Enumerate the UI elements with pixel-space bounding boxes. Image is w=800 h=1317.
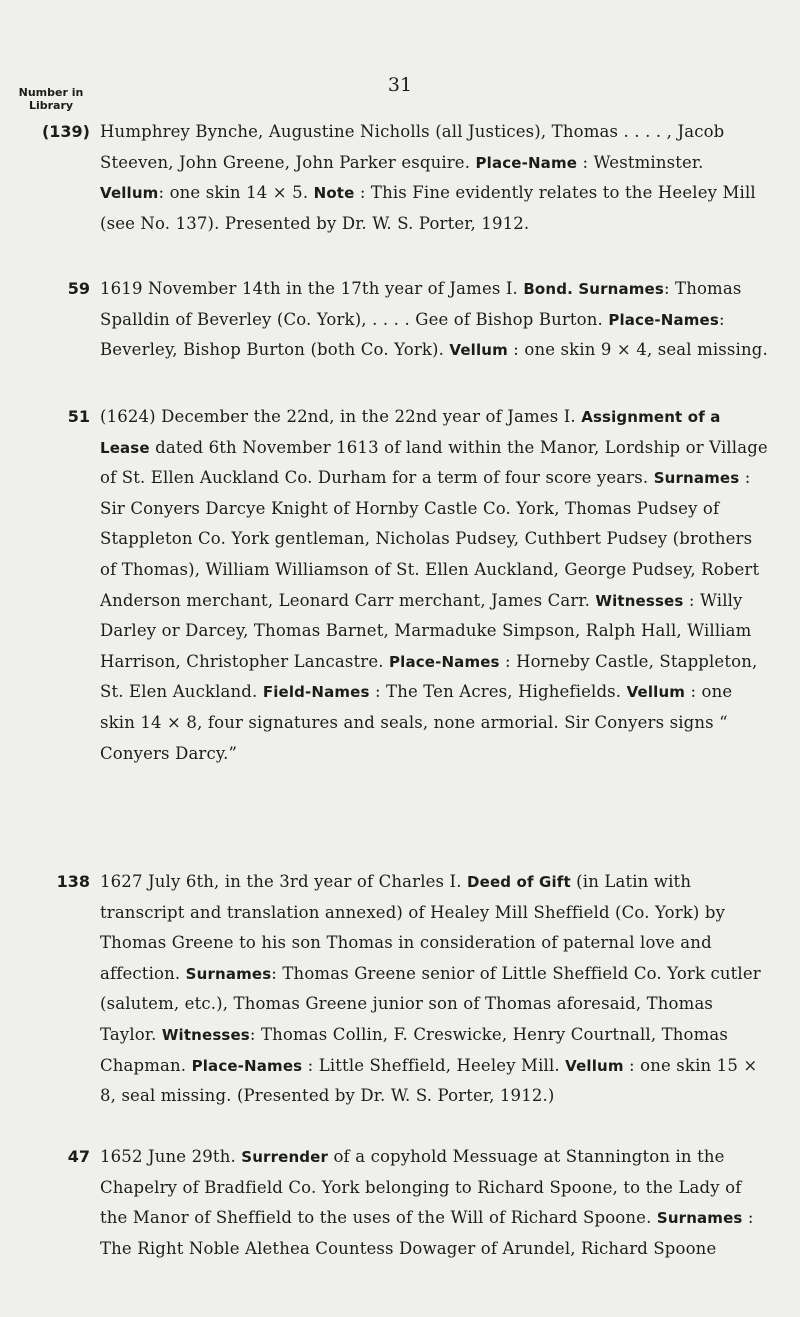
entry-text-run: : Beverley, Bishop Burton (both Co. York). (100, 309, 731, 360)
entry-field-label: Assignment of a Lease (100, 408, 726, 457)
entry-field-label: Place-Name (475, 153, 578, 172)
entry-139 (0, 117, 800, 239)
page-number: 31 (387, 74, 413, 96)
entry-text-run: : Horneby Castle, Stappleton, St. Elen Auckland. (100, 651, 763, 702)
entry-47 (0, 1142, 800, 1264)
entry-number: 138 (56, 872, 90, 891)
entry-field-label: Vellum (100, 184, 159, 203)
entry-text-run: : Sir Conyers Darcye Knight of Hornby Castle Co. York, Thomas Pudsey of Stappleton Co. York gentleman, Nicholas Pudsey, Cuthbert Pudsey (brothers of Thomas), William Williamson of St. Ellen Auckland, George Pudsey, Robert Anderson merchant, Leonard Carr merchant, James Carr. (100, 468, 765, 610)
entry-number: 59 (67, 279, 90, 298)
entry-field-label: Surnames (656, 1209, 743, 1228)
entry-field-label: Vellum (626, 683, 686, 702)
entry-number: 47 (67, 1147, 90, 1166)
entry-59 (0, 274, 800, 366)
entry-text-run: : Thomas Collin, F. Creswicke, Henry Courtnall, Thomas Chapman. (100, 1024, 734, 1075)
entry-text-run: 1652 June 29th. (100, 1147, 242, 1166)
entry-text (100, 1142, 770, 1264)
entry-field-label: Witnesses (161, 1025, 250, 1044)
entry-text-run: (in Latin with transcript and translation annexed) of Healey Mill Sheffield (Co. York) by Thomas Greene to his son Thomas in consideration of paternal love and affection. (100, 872, 731, 983)
entry-field-label: Place-Names (191, 1056, 303, 1075)
entry-text-run: : one skin 9 × 4, seal missing. (507, 340, 768, 360)
entry-number: (139) (41, 122, 90, 141)
entry-text (100, 274, 770, 366)
entry-field-label: Place-Names (608, 310, 719, 329)
entry-field-label: Witnesses (595, 591, 684, 610)
entry-text-run: : Willy Darley or Darcey, Thomas Barnet, Marmaduke Simpson, Ralph Hall, William Harrison, Christopher Lancastre. (100, 590, 757, 671)
entry-51 (0, 402, 800, 769)
column-header: Number in Library (18, 86, 84, 112)
entry-text-run: : Thomas Greene senior of Little Sheffield Co. York cutler (salutem, etc.), Thomas Greene junior son of Thomas aforesaid, Thomas Taylor. (100, 963, 767, 1044)
entry-field-label: Surrender (241, 1148, 329, 1166)
entry-text-run: : Thomas Spalldin of Beverley (Co. York), . . . . Gee of Bishop Burton. (100, 279, 747, 329)
entry-text-run: 1627 July 6th, in the 3rd year of Charles I. (100, 872, 468, 891)
entry-number: 51 (67, 407, 90, 426)
entry-field-label: Surnames (185, 964, 272, 983)
entry-text-run: Humphrey Bynche, Augustine Nicholls (all Justices), Thomas . . . . , Jacob Steeven, John Greene, John Parker esquire. (100, 122, 730, 172)
entry-field-label: Surnames (653, 469, 740, 488)
entry-field-label: Vellum (449, 341, 508, 360)
entry-text-run: : The Right Noble Alethea Countess Dowager of Arundel, Richard Spoone (100, 1208, 759, 1258)
entry-field-label: Vellum (565, 1056, 624, 1075)
entry-text (100, 402, 774, 769)
entry-text-run: of a copyhold Messuage at Stannington in the Chapelry of Bradfield Co. York belonging to Richard Spoone, to the Lady of the Manor of Sheffield to the uses of the Will of Richard Spoone. (100, 1147, 747, 1228)
entry-field-label: Deed of Gift (467, 873, 571, 891)
entry-text-run: : This Fine evidently relates to the Heeley Mill (see No. 137). Presented by Dr. W. S. Porter, 1912. (100, 183, 762, 233)
entry-text-run: : The Ten Acres, Highefields. (369, 682, 627, 702)
entry-field-label: Note (313, 184, 355, 203)
entry-field-label: Place-Names (389, 652, 500, 671)
entry-text-run: 1619 November 14th in the 17th year of James I. (100, 279, 524, 298)
entry-text (100, 867, 770, 1112)
entry-field-label: Field-Names (262, 683, 370, 702)
entry-field-label: Bond. Surnames (523, 280, 664, 298)
entry-text-run: dated 6th November 1613 of land within the Manor, Lordship or Village of St. Ellen Auckland Co. Durham for a term of four score years. (100, 437, 774, 488)
entry-text-run: : one skin 14 × 8, four signatures and seals, none armorial. Sir Conyers signs “ Conyers Darcy.” (100, 682, 738, 763)
entry-text-run: : one skin 14 × 5. (158, 183, 314, 203)
entry-text-run: : Westminster. (577, 152, 709, 172)
entry-text-run: : one skin 15 × 8, seal missing. (Presented by Dr. W. S. Porter, 1912.) (100, 1055, 763, 1106)
entry-text (100, 117, 770, 239)
entry-text-run: : Little Sheffield, Heeley Mill. (302, 1055, 566, 1075)
entry-text-run: (1624) December the 22nd, in the 22nd year of James I. (100, 407, 582, 426)
entry-138 (0, 867, 800, 1112)
